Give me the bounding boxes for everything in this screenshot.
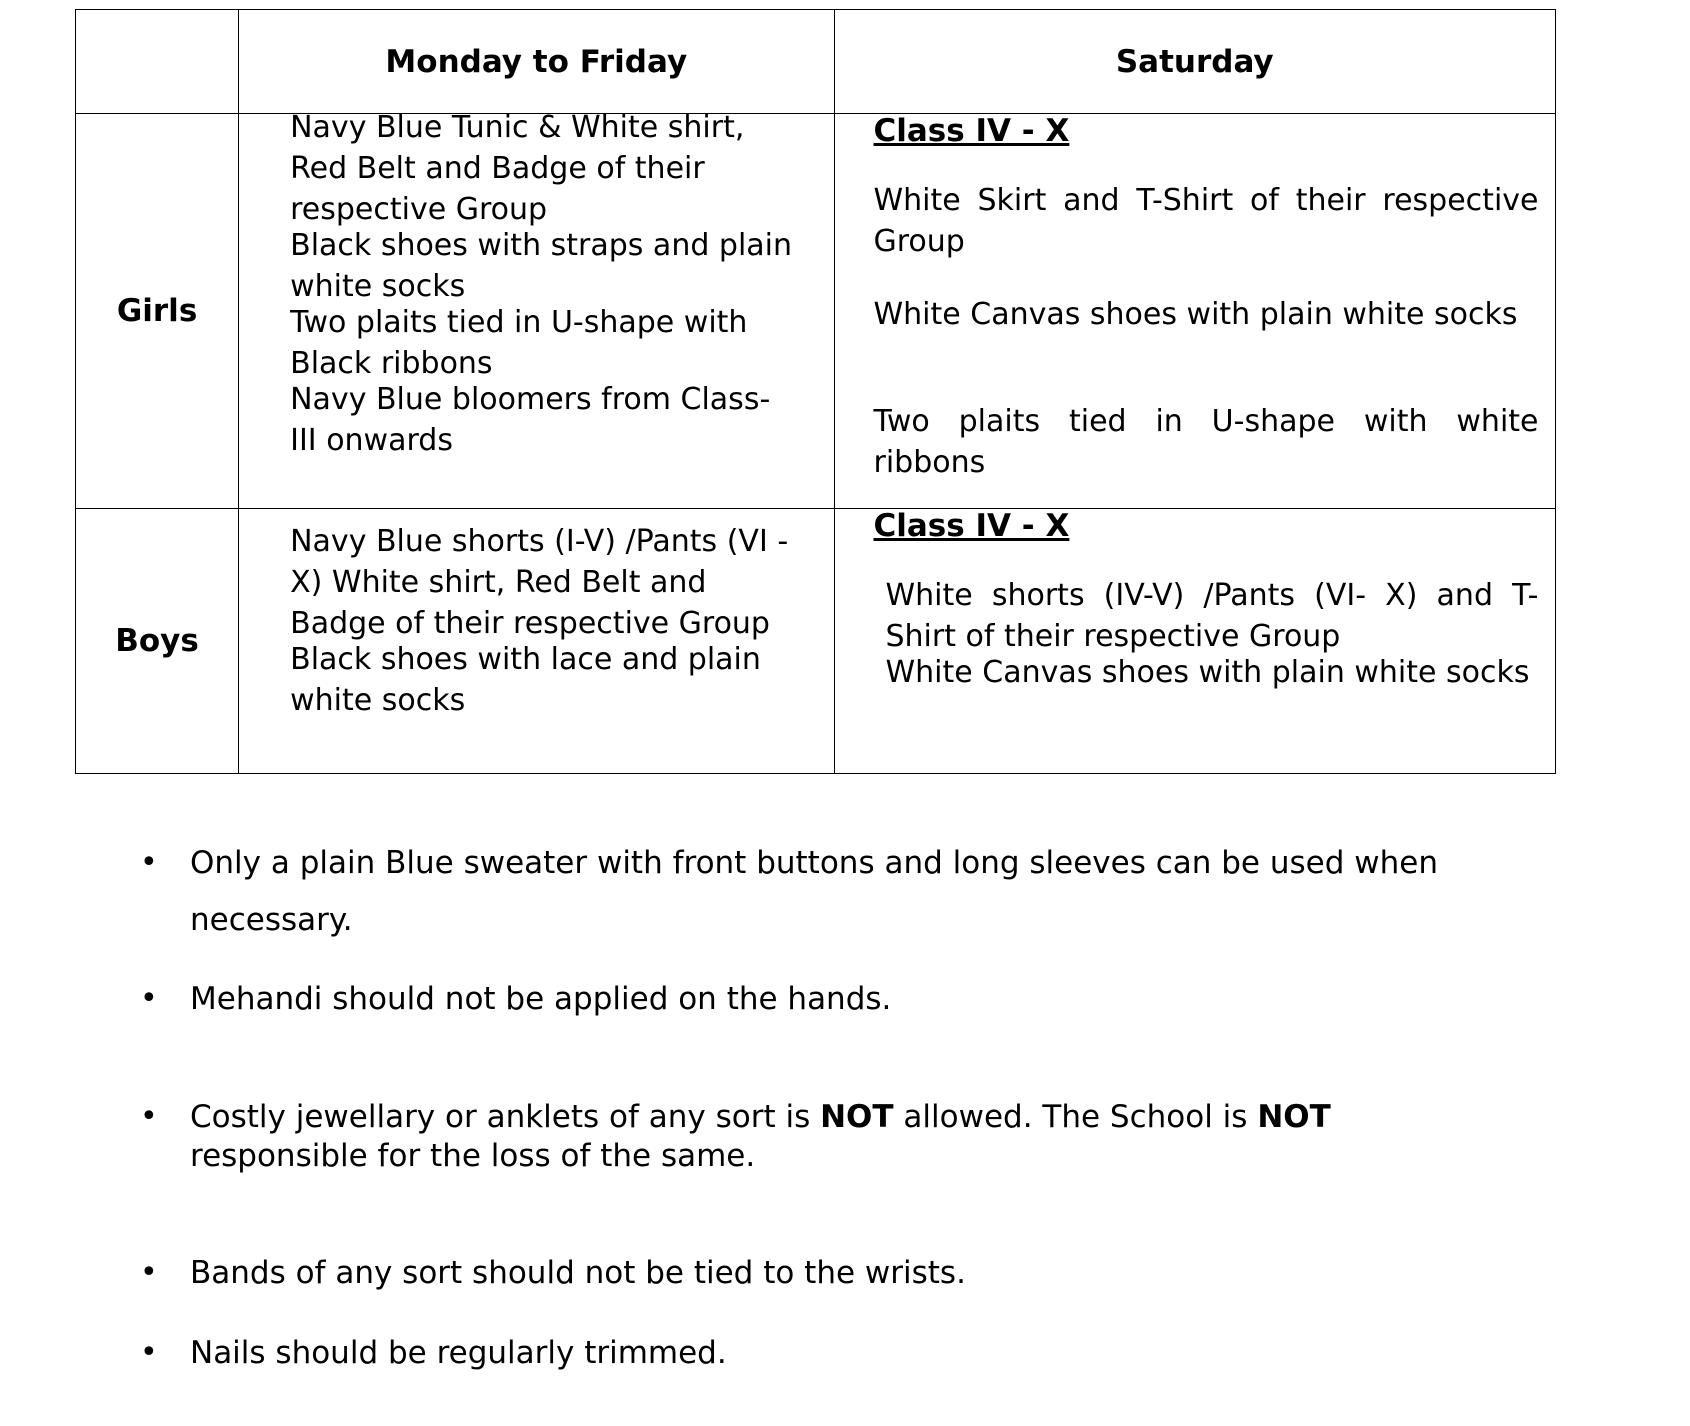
- girls-saturday-item: White Canvas shoes with plain white socks: [873, 297, 1518, 333]
- boys-weekday-line: white socks: [290, 683, 466, 719]
- boys-saturday-item: White Canvas shoes with plain white socks: [885, 655, 1530, 691]
- girls-weekday-line: respective Group: [290, 192, 548, 228]
- boys-saturday-heading: Class IV - X: [873, 508, 1070, 545]
- girls-weekday-line: Red Belt and Badge of their: [290, 151, 705, 187]
- rule-text-part: Costly jewellary or anklets of any sort is: [190, 1099, 821, 1135]
- boys-weekday-line: Black shoes with lace and plain: [290, 642, 761, 678]
- boys-weekday-line: Badge of their respective Group: [290, 606, 770, 642]
- header-weekday: Monday to Friday: [239, 10, 834, 114]
- rule-text: responsible for the loss of the same.: [190, 1138, 756, 1174]
- girls-weekday-line: Black ribbons: [290, 346, 493, 382]
- boys-saturday-item: White shorts (IV-V) /Pants (VI- X) and T-Shirt of their respective Group: [885, 578, 1539, 655]
- girls-weekday-line: white socks: [290, 269, 466, 305]
- girls-saturday-heading: Class IV - X: [873, 113, 1070, 150]
- girls-saturday-item: White Skirt and T-Shirt of their respective Group: [873, 183, 1539, 260]
- row-label-boys: Boys: [76, 509, 239, 774]
- girls-weekday-line: Navy Blue bloomers from Class-: [290, 382, 771, 418]
- row-label-girls: Girls: [76, 114, 239, 509]
- bullet-icon: •: [140, 1335, 158, 1370]
- rule-text-part: allowed. The School is: [893, 1099, 1258, 1135]
- girls-weekday-line: Black shoes with straps and plain: [290, 228, 793, 264]
- bullet-icon: •: [140, 981, 158, 1016]
- rule-line: necessary.: [190, 902, 353, 938]
- boys-weekday-line: X) White shirt, Red Belt and: [290, 565, 707, 601]
- rule-emphasis: NOT: [820, 1099, 894, 1135]
- rule-text: [190, 1097, 1540, 1137]
- header-saturday: Saturday: [834, 10, 1556, 114]
- girls-weekday-line: III onwards: [290, 423, 453, 459]
- bullet-icon: •: [140, 1255, 158, 1290]
- girls-saturday-item: Two plaits tied in U-shape with white ribbons: [873, 404, 1539, 481]
- rule-text: Mehandi should not be applied on the hands.: [190, 981, 892, 1017]
- rule-text: Bands of any sort should not be tied to the wrists.: [190, 1255, 966, 1291]
- girls-weekday-line: Navy Blue Tunic & White shirt,: [290, 110, 745, 146]
- rule-text: [190, 843, 1540, 883]
- rule-emphasis: NOT: [1257, 1099, 1331, 1135]
- bullet-icon: •: [140, 845, 158, 880]
- rule-text: Nails should be regularly trimmed.: [190, 1335, 727, 1371]
- boys-weekday-line: Navy Blue shorts (I-V) /Pants (VI -: [290, 524, 789, 560]
- bullet-icon: •: [140, 1099, 158, 1134]
- girls-weekday-line: Two plaits tied in U-shape with: [290, 305, 748, 341]
- rule-text: [190, 900, 1540, 940]
- rule-line: Only a plain Blue sweater with front buttons and long sleeves can be used when: [190, 845, 1438, 881]
